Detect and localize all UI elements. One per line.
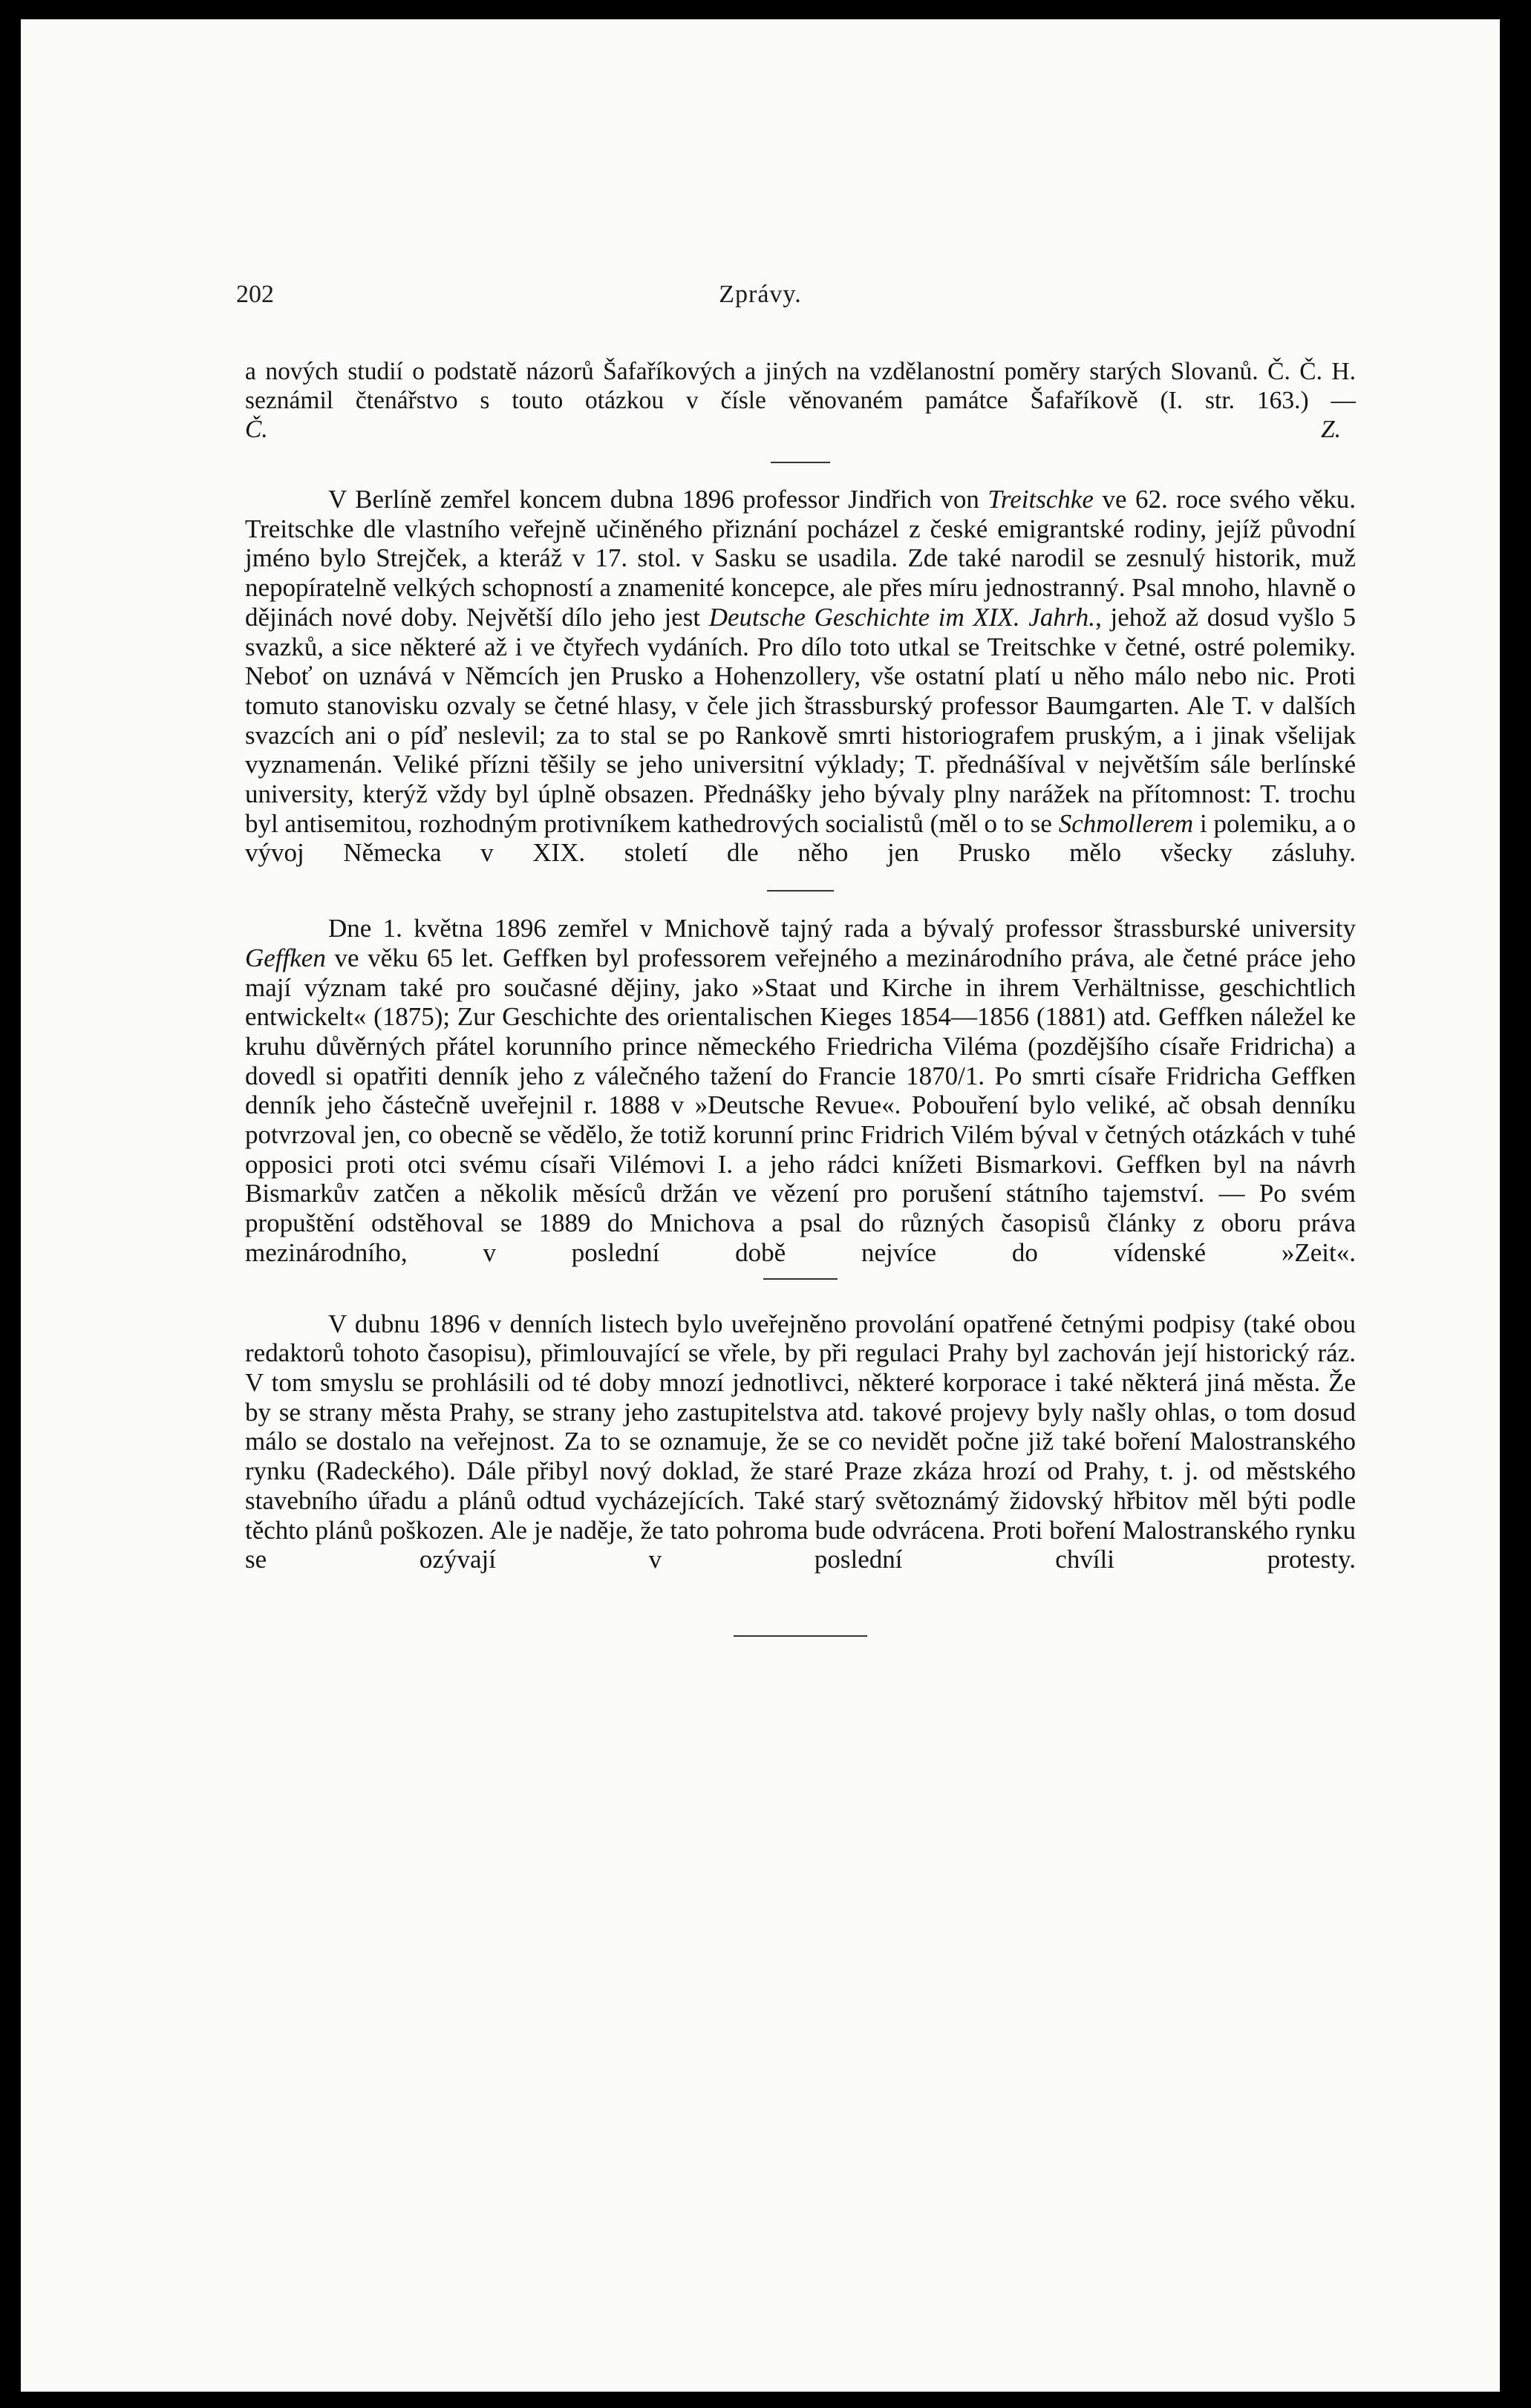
section-divider xyxy=(763,1278,838,1280)
name-schmoller: Schmollerem xyxy=(1058,808,1194,838)
author-signature: Č. Z. xyxy=(245,416,1341,443)
paragraph-geffken-text-1: Dne 1. května 1896 zemřel v Mnichově tajný rada a bývalý professor štrassburské university xyxy=(328,914,1356,943)
paragraph-safarik xyxy=(245,357,1356,444)
section-divider xyxy=(767,890,834,891)
paragraph-geffken xyxy=(245,914,1356,1267)
article-body xyxy=(245,357,1356,1637)
book-title: Deutsche Geschichte im XIX. Jahrh. xyxy=(708,602,1096,632)
paragraph-geffken-text-2: ve věku 65 let. Geffken byl professorem veřejného a mezinárodního práva, ale četné práce jeho mají význam také pro současné dějiny, jako »Staat und Kirche in ihrem Verhältnisse, geschichtlich entwickelt« (1875); Zur Geschichte des orientalischen Kieges 1854—1856 (1881) atd. Geffken náležel ke kruhu důvěrných přátel korunního prince německého Friedricha Viléma (pozdějšího císaře Fridricha) a dovedl si opatřiti denník jeho z válečného tažení do Francie 1870/1. Po smrti císaře Fridricha Geffken denník jeho částečně uveřejnil r. 1888 v »Deutsche Revue«. Pobouření bylo veliké, ač obsah denníku potvrzoval jen, co obecně se vědělo, že totiž korunní princ Fridrich Vilém býval v četných otázkách v tuhé opposici proti otci svému císaři Vilémovi I. a jeho rádci knížeti Bismarkovi. Geffken byl na návrh Bismarkův zatčen a několik měsíců držán ve vězení pro porušení státního tajemství. — Po svém propuštění odstěhoval se 1889 do Mnichova a psal do různých časopisů články z oboru práva mezinárodního, v poslední době nejvíce do vídenské »Zeit«. xyxy=(245,943,1356,1267)
section-divider xyxy=(771,462,830,463)
paragraph-praha xyxy=(245,1309,1356,1574)
paragraph-safarik-text: a nových studií o podstatě názorů Šafaříkových a jiných na vzdělanostní poměry starých Slovanů. Č. Č. H. seznámil čtenářstvo s touto otázkou v čísle věnovaném památce Šafaříkově (I. str. 163.) — xyxy=(245,358,1356,414)
paragraph-treitschke xyxy=(245,485,1356,868)
page-sheet xyxy=(21,19,1500,2392)
paragraph-treitschke-text-3: , jehož až dosud vyšlo 5 svazků, a sice některé až i ve čtyřech vydáních. Pro dílo toto utkal se Treitschke v četné, ostré polemiky. Neboť on uznává v Němcích jen Prusko a Hohenzollery, vše ostatní platí u něho málo nebo nic. Proti tomuto stanovisku ozvaly se četné hlasy, v čele jich štrassburský professor Baumgarten. Ale T. v dalších svazcích ani o píď neslevil; za to stal se po Rankově smrti historiografem pruským, a i jinak všelijak vyznamenán. Veliké přízni těšily se jeho universitní výklady; T. přednášíval v největším sále berlínské university, kterýž vždy byl úplně obsazen. Přednášky jeho bývaly plny narážek na přítomnost: T. trochu byl antisemitou, rozhodným protivníkem kathedrových socialistů (měl o to se xyxy=(245,602,1356,838)
paragraph-treitschke-text-1: V Berlíně zemřel koncem dubna 1896 professor Jindřich von xyxy=(328,485,988,514)
paragraph-praha-text: V dubnu 1896 v denních listech bylo uveřejněno provolání opatřené četnými podpisy (také obou redaktorů tohoto časopisu), přimlouvající se vřele, by při regulaci Prahy byl zachován její historický ráz. V tom smyslu se prohlásili od té doby mnozí jednotlivci, některé korporace i také některá jiná města. Že by se strany města Prahy, se strany jeho zastupitelstva atd. takové projevy byly našly ohlas, o tom dosud málo se dostalo na veřejnost. Za to se oznamuje, že se co nevidět počne již také boření Malostranského rynku (Radeckého). Dále přibyl nový doklad, že staré Praze zkáza hrozí od Prahy, t. j. od městského stavebního úřadu a plánů odtud vycházejících. Také starý světoznámý židovský hřbitov měl býti podle těchto plánů poškozen. Ale je naděje, že tato pohroma bude odvrácena. Proti boření Malostranského rynku se ozývají v poslední chvíli protesty. xyxy=(245,1309,1356,1574)
paragraph-treitschke-text-2: ve 62. roce svého věku. Treitschke dle vlastního veřejně učiněného přiznání pocházel z české emigrantské rodiny, jejíž původní jméno bylo Strejček, a kteráž v 17. stol. v Sasku se usadila. Zde také narodil se zesnulý historik, muž nepopíratelně velkých schopností a znamenité koncepce, ale přes míru jednostranný. Psal mnoho, hlavně o dějinách nové doby. Největší dílo jeho jest xyxy=(245,485,1356,632)
page-number: 202 xyxy=(236,281,274,308)
running-head: Zprávy. xyxy=(719,281,802,308)
paragraph-treitschke-text-4: i polemiku, a o vývoj Německa v XIX. století dle něho jen Prusko mělo všecky zásluhy. xyxy=(245,808,1357,868)
name-treitschke: Treitschke xyxy=(988,485,1094,514)
end-divider xyxy=(734,1635,867,1637)
name-geffken: Geffken xyxy=(245,943,326,972)
